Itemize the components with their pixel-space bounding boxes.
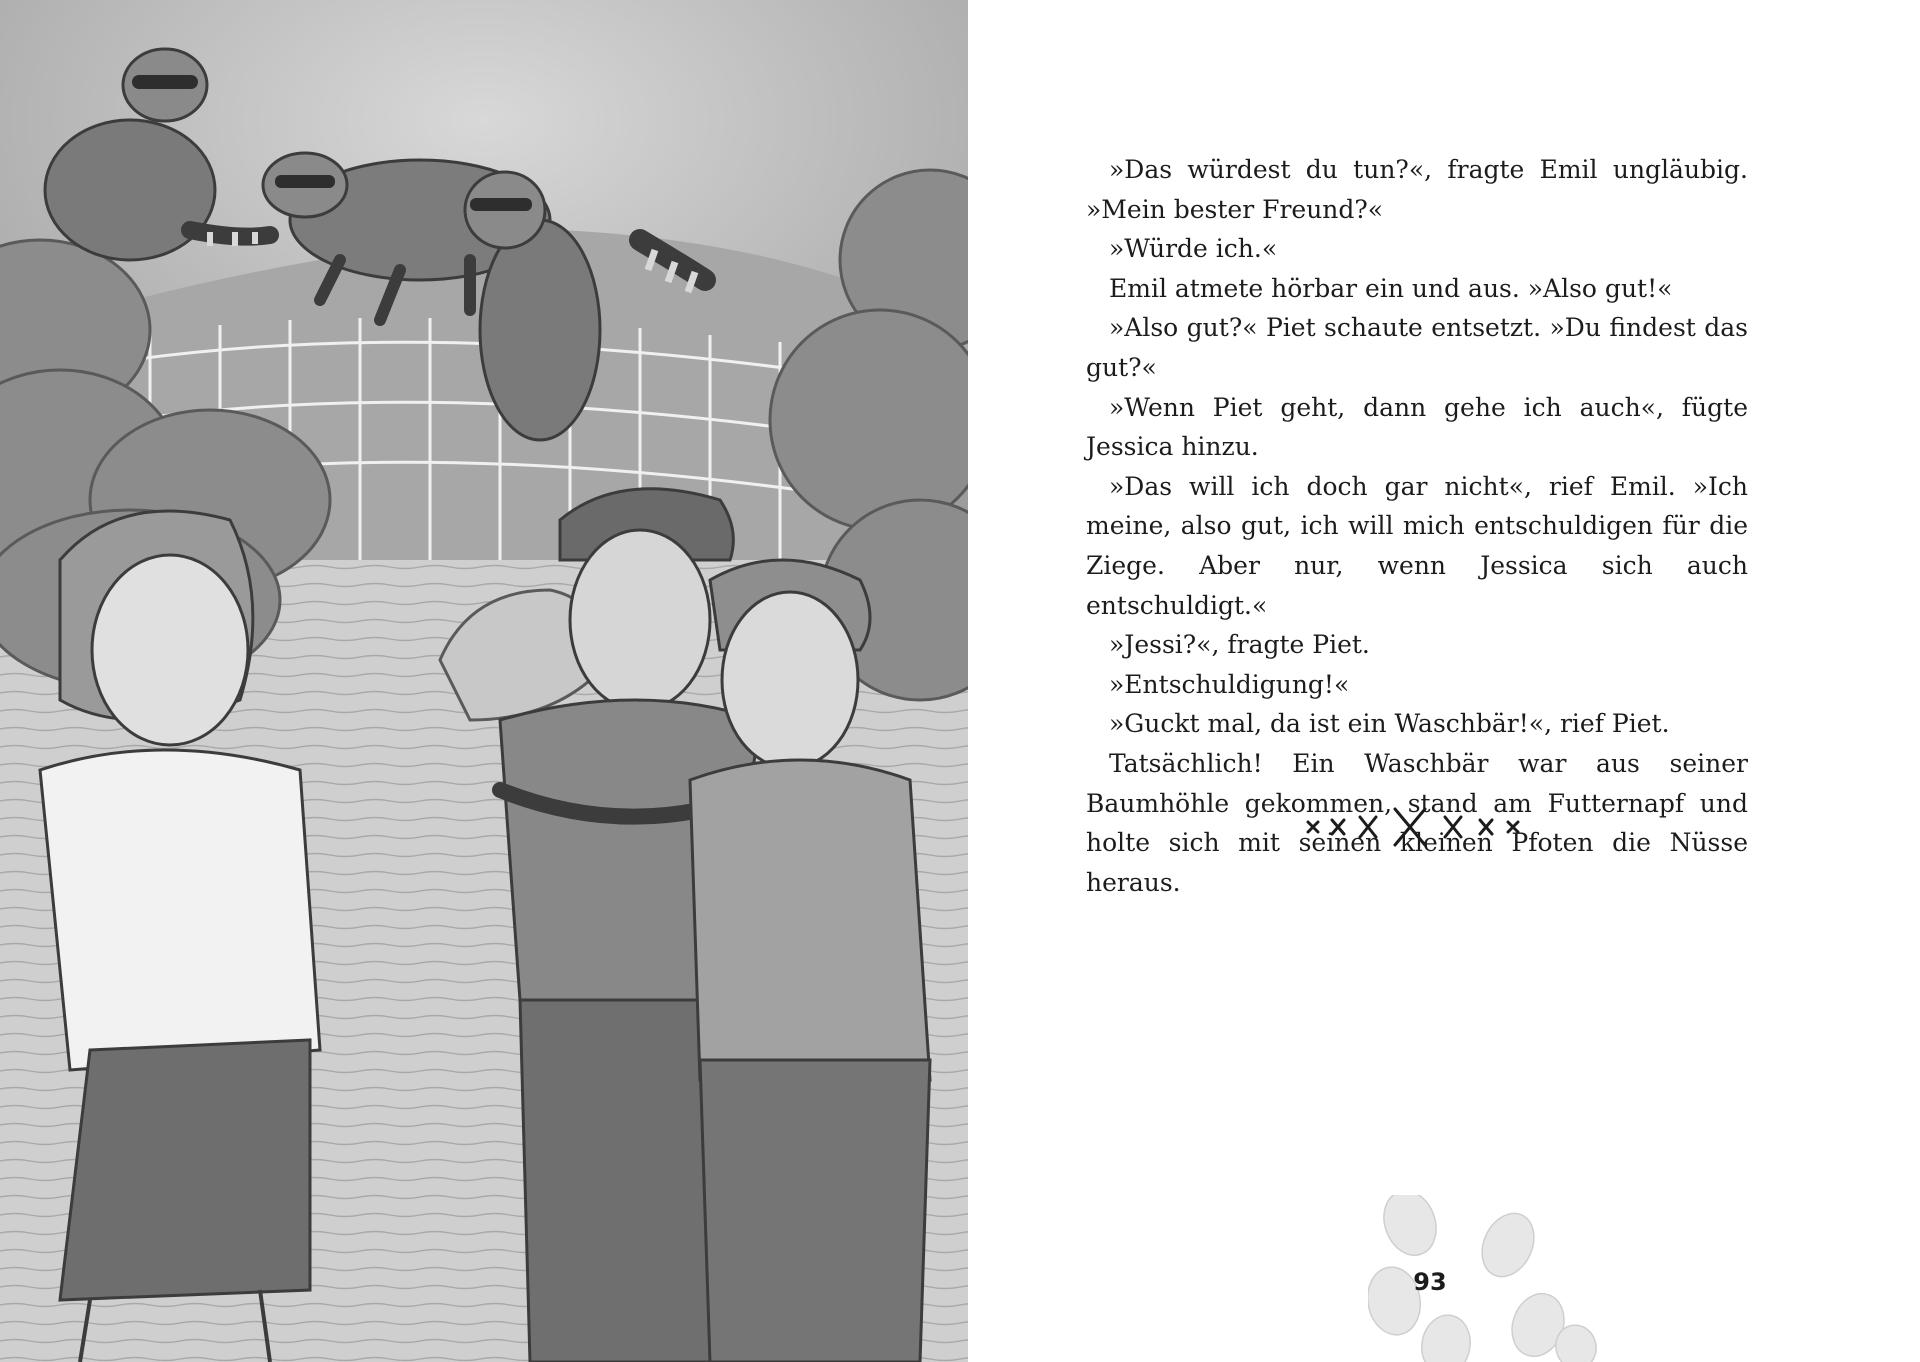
- text-page: [968, 0, 1920, 1362]
- paragraph: Emil atmete hörbar ein und aus. »Also gut!«: [1109, 273, 1673, 303]
- cross-stitch-ornament-icon: [1288, 803, 1588, 849]
- paragraph: »Entschuldigung!«: [1109, 669, 1350, 699]
- page-number: 93: [1413, 1268, 1447, 1296]
- paragraph: »Wenn Piet geht, dann gehe ich auch«, fügte Jessica hinzu.: [1086, 392, 1748, 462]
- paragraph: »Also gut?« Piet schaute entsetzt. »Du findest das gut?«: [1086, 313, 1748, 382]
- paragraph: »Das würdest du tun?«, fragte Emil ungläubig. »Mein bester Freund?«: [1086, 155, 1748, 224]
- paragraph: »Das will ich doch gar nicht«, rief Emil. »Ich meine, also gut, ich will mich entschuldigen für die Ziege. Aber nur, wenn Jessica sich auch entschuldigt.«: [1086, 471, 1748, 620]
- paragraph: »Jessi?«, fragte Piet.: [1109, 630, 1370, 660]
- paragraph: »Guckt mal, da ist ein Waschbär!«, rief Piet.: [1109, 709, 1670, 739]
- body-text: [1086, 150, 1748, 902]
- paragraph: Tatsächlich! Ein Waschbär war aus seiner Baumhöhle gekommen, stand am Futternapf und holte sich mit seinen kleinen Pfoten die Nüsse heraus.: [1086, 748, 1748, 897]
- paragraph: »Würde ich.«: [1109, 234, 1278, 264]
